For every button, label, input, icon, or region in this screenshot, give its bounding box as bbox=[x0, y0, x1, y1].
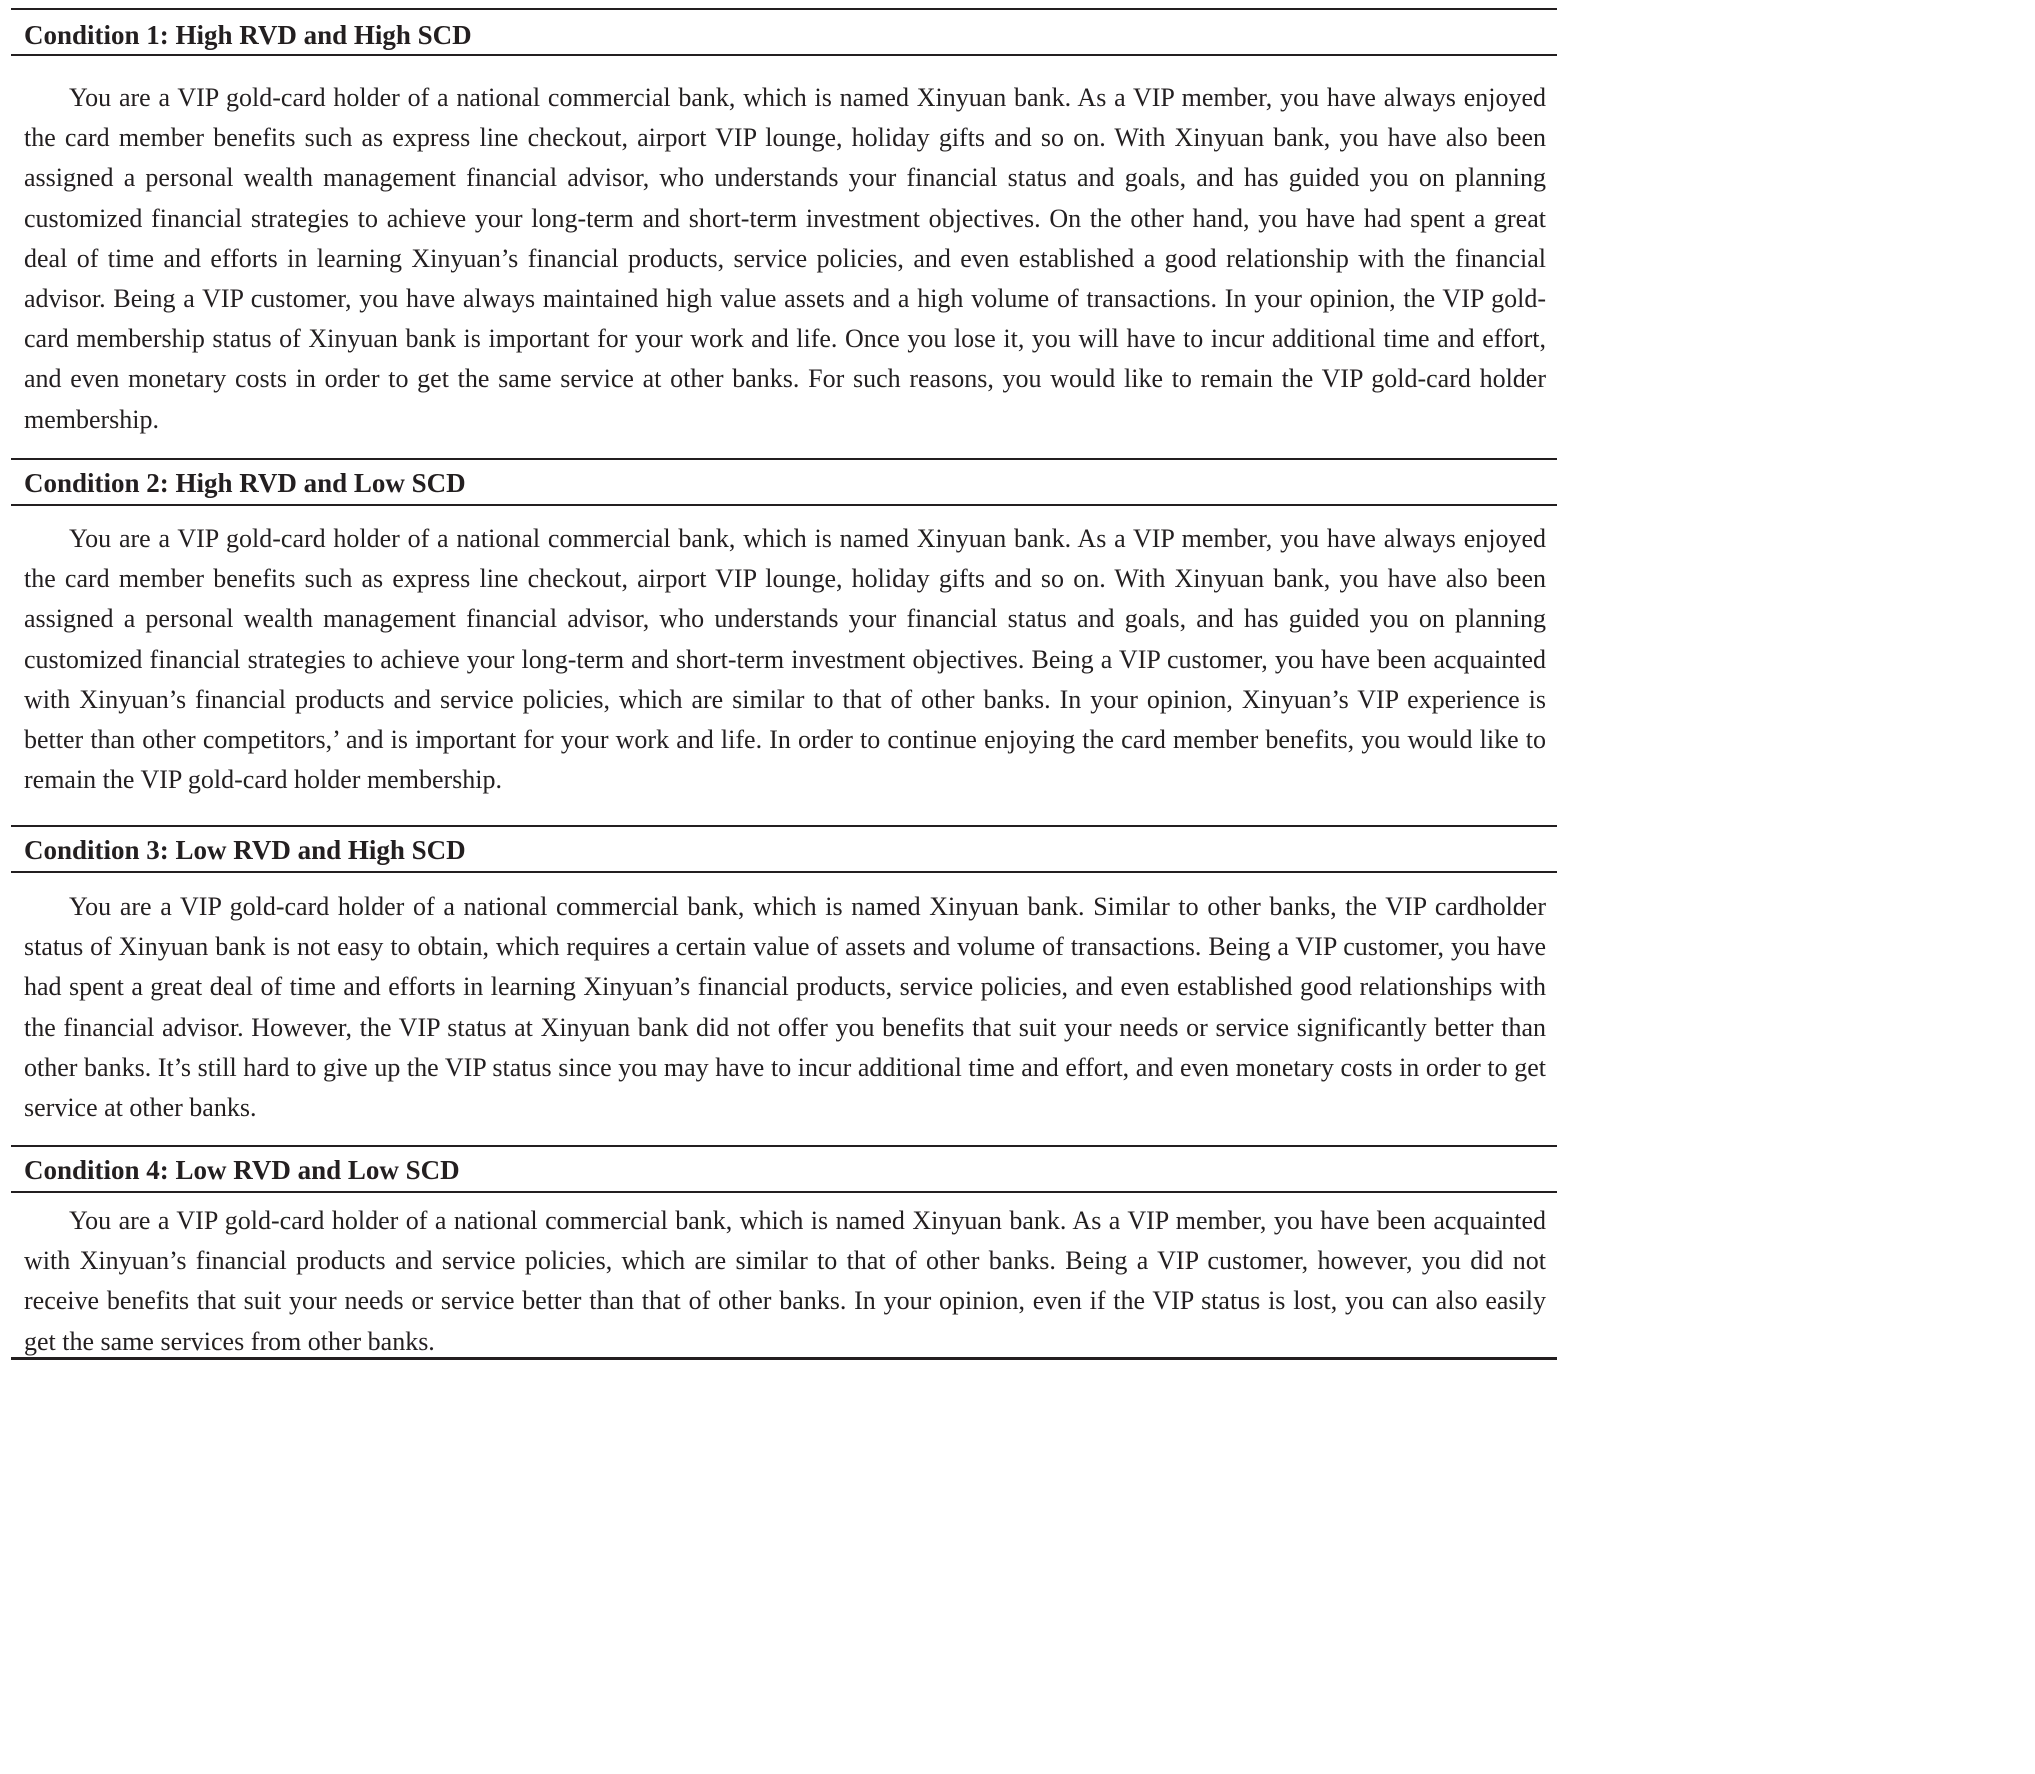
section-rule bbox=[11, 1145, 1557, 1147]
heading-rule bbox=[11, 871, 1557, 873]
condition-3-text: You are a VIP gold-card holder of a national commercial bank, which is named Xinyuan bank. Similar to other banks, the VIP cardholder status of Xinyuan bank is not easy to obtain, which requires a certain value of assets and volume of transactions. Being a VIP customer, you have had spent a great deal of time and efforts in learning Xinyuan’s financial products, service policies, and even established good relationships with the financial advisor. However, the VIP status at Xinyuan bank did not offer you benefits that suit your needs or service significantly better than other banks. It’s still hard to give up the VIP status since you may have to incur additional time and effort, and even monetary costs in order to get service at other banks. bbox=[24, 892, 1546, 1123]
section-rule bbox=[11, 458, 1557, 460]
condition-4-heading: Condition 4: Low RVD and Low SCD bbox=[24, 1155, 460, 1185]
condition-2-heading: Condition 2: High RVD and Low SCD bbox=[24, 468, 466, 498]
top-rule bbox=[11, 8, 1557, 10]
condition-1-heading: Condition 1: High RVD and High SCD bbox=[24, 20, 472, 50]
section-rule bbox=[11, 825, 1557, 827]
bottom-rule bbox=[11, 1357, 1557, 1360]
condition-4-text: You are a VIP gold-card holder of a national commercial bank, which is named Xinyuan bank. As a VIP member, you have been acquainted with Xinyuan’s financial products and service policies, which are similar to that of other banks. Being a VIP customer, however, you did not receive benefits that suit your needs or service better than that of other banks. In your opinion, even if the VIP status is lost, you can also easily get the same services from other banks. bbox=[24, 1206, 1546, 1356]
condition-3-heading: Condition 3: Low RVD and High SCD bbox=[24, 835, 466, 865]
condition-2-text: You are a VIP gold-card holder of a national commercial bank, which is named Xinyuan bank. As a VIP member, you have always enjoyed the card member benefits such as express line checkout, airport VIP lounge, holiday gifts and so on. With Xinyuan bank, you have also been assigned a personal wealth management financial advisor, who understands your financial status and goals, and has guided you on planning customized financial strategies to achieve your long-term and short-term investment objectives. Being a VIP customer, you have been acquainted with Xinyuan’s financial products and service policies, which are similar to that of other banks. In your opinion, Xinyuan’s VIP experience is better than other competitors,’ and is important for your work and life. In order to continue enjoying the card member benefits, you would like to remain the VIP gold-card holder membership. bbox=[24, 524, 1546, 795]
heading-rule bbox=[11, 504, 1557, 506]
heading-rule bbox=[11, 54, 1557, 56]
heading-rule bbox=[11, 1191, 1557, 1193]
condition-1-text: You are a VIP gold-card holder of a national commercial bank, which is named Xinyuan bank. As a VIP member, you have always enjoyed the card member benefits such as express line checkout, airport VIP lounge, holiday gifts and so on. With Xinyuan bank, you have also been assigned a personal wealth management financial advisor, who understands your financial status and goals, and has guided you on planning customized financial strategies to achieve your long-term and short-term investment objectives. On the other hand, you have had spent a great deal of time and efforts in learning Xinyuan’s financial products, service policies, and even established a good relationship with the financial advisor. Being a VIP customer, you have always maintained high value assets and a high volume of transactions. In your opinion, the VIP gold-card membership status of Xinyuan bank is important for your work and life. Once you lose it, you will have to incur additional time and effort, and even monetary costs in order to get the same service at other banks. For such reasons, you would like to remain the VIP gold-card holder membership. bbox=[24, 83, 1546, 434]
